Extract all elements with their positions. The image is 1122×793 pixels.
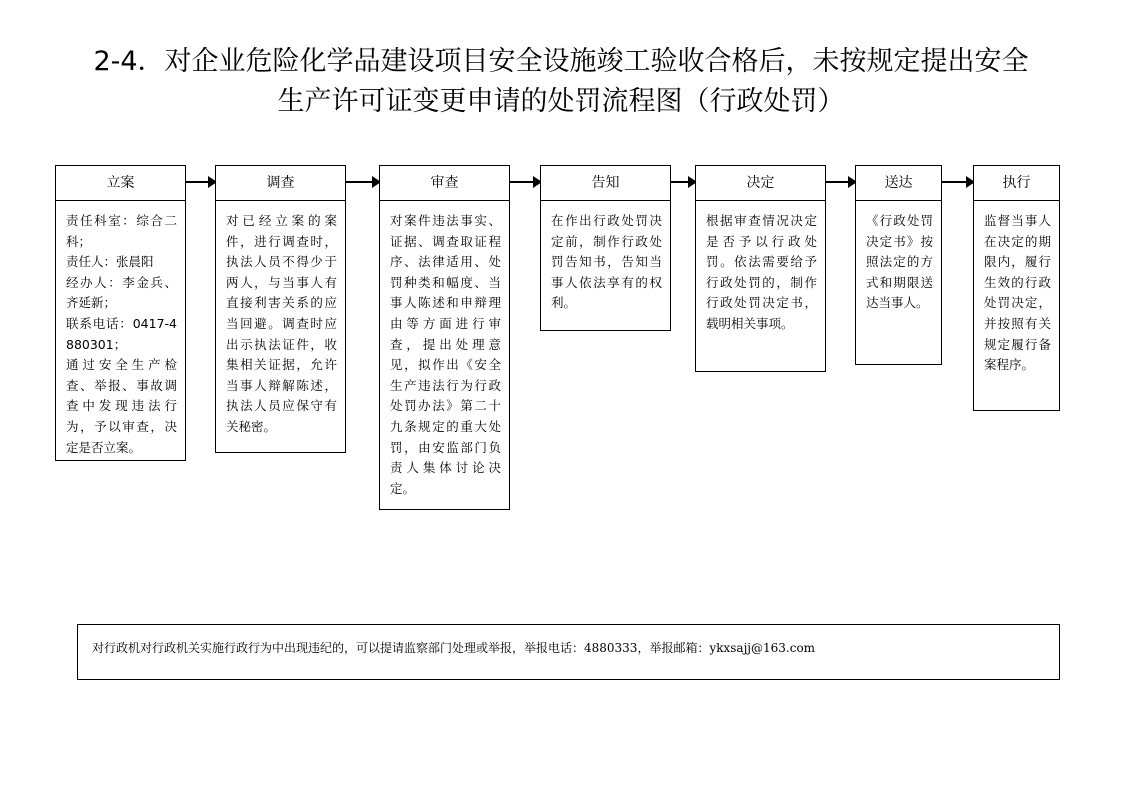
step-box-decision bbox=[695, 165, 826, 372]
title-line-2: 生产许可证变更申请的处罚流程图（行政处罚） bbox=[277, 86, 845, 117]
step-text-execution: 监督当事人在决定的期限内，履行生效的行政处罚决定，并按照有关规定履行备案程序。 bbox=[984, 213, 1051, 373]
step-text-investigation: 对已经立案的案件，进行调查时，执法人员不得少于两人，与当事人有直接利害关系的应当回避。调查时应出示执法证件，收集相关证据，允许当事人辩解陈述，执法人员应保守有关秘密。 bbox=[226, 213, 337, 434]
step-label-delivery: 送达 bbox=[856, 166, 941, 201]
step-box-execution bbox=[973, 165, 1060, 411]
step-box-review bbox=[379, 165, 510, 510]
step-box-filing bbox=[55, 165, 186, 461]
step-text-notification: 在作出行政处罚决定前，制作行政处罚告知书，告知当事人依法享有的权利。 bbox=[551, 213, 662, 311]
arrow-6 bbox=[942, 181, 973, 183]
page-title bbox=[30, 42, 1092, 122]
step-text-delivery: 《行政处罚决定书》按照法定的方式和期限送达当事人。 bbox=[866, 213, 933, 311]
step-label-review: 审查 bbox=[380, 166, 509, 201]
arrow-5 bbox=[826, 181, 855, 183]
step-label-filing: 立案 bbox=[56, 166, 185, 201]
step-label-decision: 决定 bbox=[696, 166, 825, 201]
arrow-4 bbox=[671, 181, 695, 183]
step-text-filing: 责任科室：综合二科； 责任人：张晨阳 经办人：李金兵、齐延新； 联系电话：0417-4880301； 通过安全生产检查、举报、事故调查中发现违法行为，予以审查，决定是否立案。 bbox=[66, 213, 177, 455]
arrow-1 bbox=[186, 181, 215, 183]
step-label-investigation: 调查 bbox=[216, 166, 345, 201]
step-box-delivery bbox=[855, 165, 942, 365]
step-label-execution: 执行 bbox=[974, 166, 1059, 201]
step-box-investigation bbox=[215, 165, 346, 453]
arrow-3 bbox=[510, 181, 540, 183]
step-text-review: 对案件违法事实、证据、调查取证程序、法律适用、处罚种类和幅度、当事人陈述和申辩理由等方面进行审查，提出处理意见，拟作出《安全生产违法行为行政处罚办法》第二十九条规定的重大处罚，由安监部门负责人集体讨论决定。 bbox=[390, 213, 501, 496]
step-box-notification bbox=[540, 165, 671, 331]
step-text-decision: 根据审查情况决定是否予以行政处罚。依法需要给予行政处罚的，制作行政处罚决定书，载明相关事项。 bbox=[706, 213, 817, 331]
step-label-notification: 告知 bbox=[541, 166, 670, 201]
title-line-1: 2-4．对企业危险化学品建设项目安全设施竣工验收合格后，未按规定提出安全 bbox=[93, 46, 1029, 77]
arrow-2 bbox=[346, 181, 379, 183]
footer-note: 对行政机对行政机关实施行政行为中出现违纪的，可以提请监察部门处理或举报，举报电话：4880333，举报邮箱：ykxsajj@163.com bbox=[77, 624, 1060, 680]
